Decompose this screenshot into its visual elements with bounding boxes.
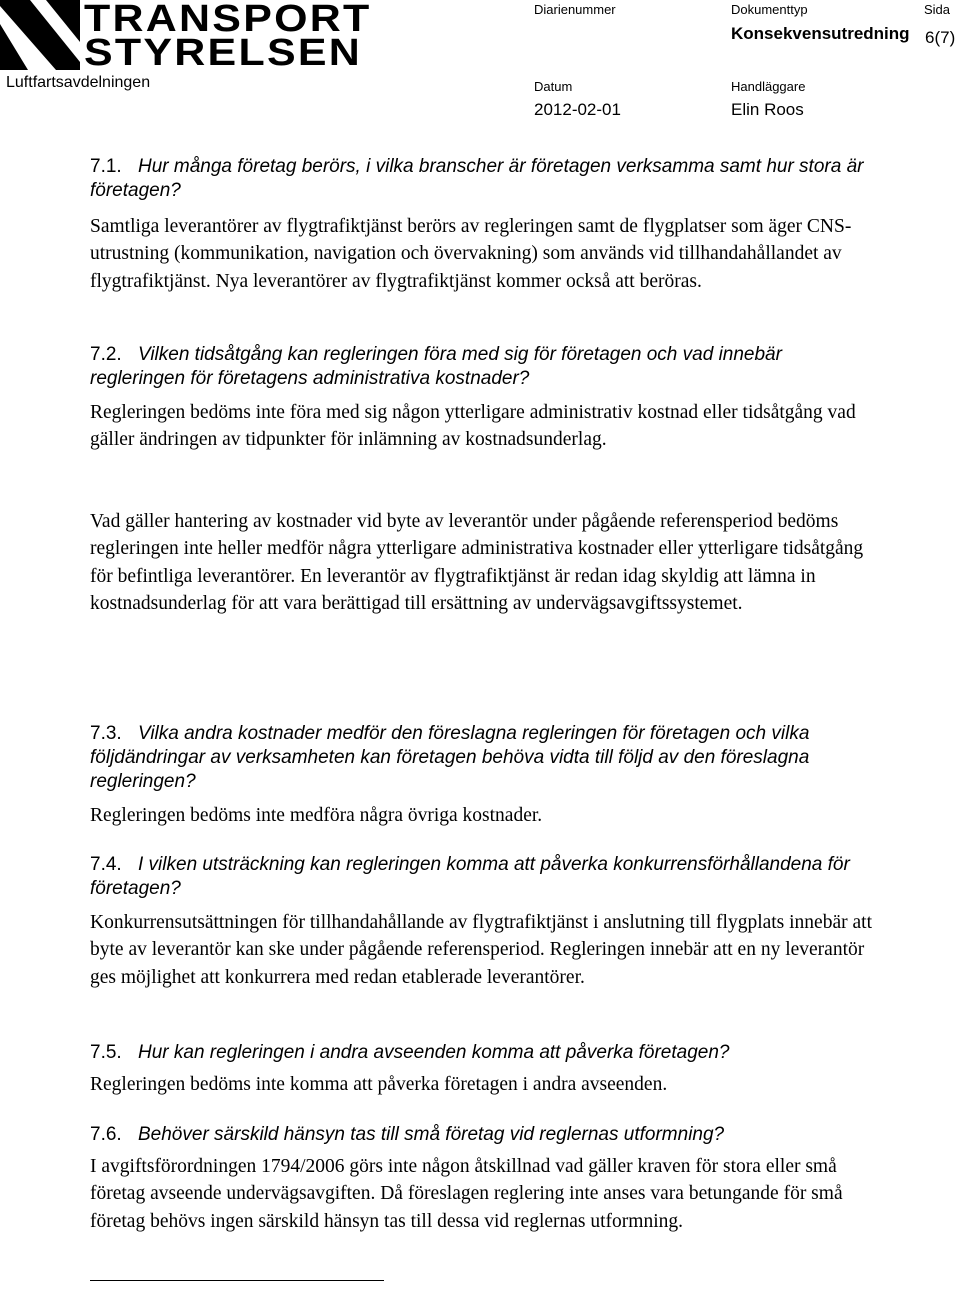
question-text: Vilka andra kostnader medför den föreslagna regleringen för företagen och vilka följdändringar av verksamheten kan företagen behöva vidta till följd av den föreslagna regleringen? [90, 723, 810, 792]
section-7-6-paragraph-1: I avgiftsförordningen 1794/2006 görs inte någon åtskillnad vad gäller kraven för stora eller små företag avseende undervägsavgiften. Då föreslagen reglering inte anses vara betungande för små företag behövs ingen särskild hänsyn tas till dessa vid reglernas utformning. [90, 1156, 843, 1232]
logo-wordmark-line2: STYRELSEN [84, 32, 363, 74]
section-7-2-paragraph-1: Regleringen bedöms inte föra med sig någon ytterligare administrativ kostnad eller tidsåtgång vad gäller ändringen av tidpunkter för inlämning av kostnadsunderlag. [90, 402, 856, 451]
section-7-5-question [90, 1041, 880, 1065]
department-name: Luftfartsavdelningen [6, 74, 151, 91]
section-number: 7.2. [90, 344, 122, 365]
section-number: 7.4. [90, 854, 122, 875]
date-label: Datum [534, 79, 573, 94]
page-label: Sida [924, 2, 951, 17]
handler-value: Elin Roos [731, 100, 804, 119]
section-number: 7.3. [90, 723, 122, 744]
document-type-label: Dokumenttyp [731, 2, 808, 17]
question-text: I vilken utsträckning kan regleringen komma att påverka konkurrensförhållandena för företagen? [90, 854, 850, 899]
section-number: 7.6. [90, 1124, 122, 1145]
section-number: 7.5. [90, 1042, 122, 1063]
question-text: Behöver särskild hänsyn tas till små företag vid reglernas utformning? [138, 1124, 725, 1145]
section-7-4-question [90, 853, 880, 901]
handler-label: Handläggare [731, 79, 806, 94]
section-7-5-paragraph-1: Regleringen bedöms inte komma att påverka företagen i andra avseenden. [90, 1074, 668, 1095]
page-number: 6(7) [925, 28, 956, 47]
section-number: 7.1. [90, 156, 122, 177]
document-type-value: Konsekvensutredning [731, 24, 910, 43]
footnote-separator [90, 1280, 384, 1281]
question-text: Vilken tidsåtgång kan regleringen föra med sig för företagen och vad innebär regleringen för företagens administrativa kostnader? [90, 344, 782, 389]
date-value: 2012-02-01 [534, 100, 621, 119]
section-7-1-paragraph-1: Samtliga leverantörer av flygtrafiktjänst berörs av regleringen samt de flygplatser som äger CNS-utrustning (kommunikation, navigation och övervakning) som används vid tillhandahållandet av flygtrafiktjänst. Nya leverantörer av flygtrafiktjänst kommer också att beröras. [90, 216, 852, 292]
section-7-6-question [90, 1123, 880, 1147]
section-7-1-question [90, 155, 880, 203]
section-7-3-question [90, 722, 880, 794]
transportstyrelsen-logo-mark [0, 0, 80, 70]
question-text: Hur många företag berörs, i vilka branscher är företagen verksamma samt hur stora är företagen? [90, 156, 864, 201]
section-7-2-paragraph-2: Vad gäller hantering av kostnader vid byte av leverantör under pågående referensperiod bedöms regleringen inte heller medför några ytterligare administrativa kostnader eller ytterligare tidsåtgång för befintliga leverantörer. En leverantör av flygtrafiktjänst är redan idag skyldig att lämna in kostnadsunderlag för att vara berättigad till ersättning av undervägsavgiftssystemet. [90, 511, 864, 614]
logo-wordmark-line1: TRANSPORT [84, 0, 372, 40]
question-text: Hur kan regleringen i andra avseenden komma att påverka företagen? [138, 1042, 730, 1063]
section-7-2-question [90, 343, 880, 391]
section-7-4-paragraph-1: Konkurrensutsättningen för tillhandahållande av flygtrafiktjänst i anslutning till flygplats innebär att byte av leverantör kan ske under pågående referensperiod. Regleringen innebär att en ny leverantör ges möjlighet att konkurrera med redan etablerade leverantörer. [90, 912, 872, 988]
diary-number-label: Diarienummer [534, 2, 616, 17]
section-7-3-paragraph-1: Regleringen bedöms inte medföra några övriga kostnader. [90, 805, 543, 826]
